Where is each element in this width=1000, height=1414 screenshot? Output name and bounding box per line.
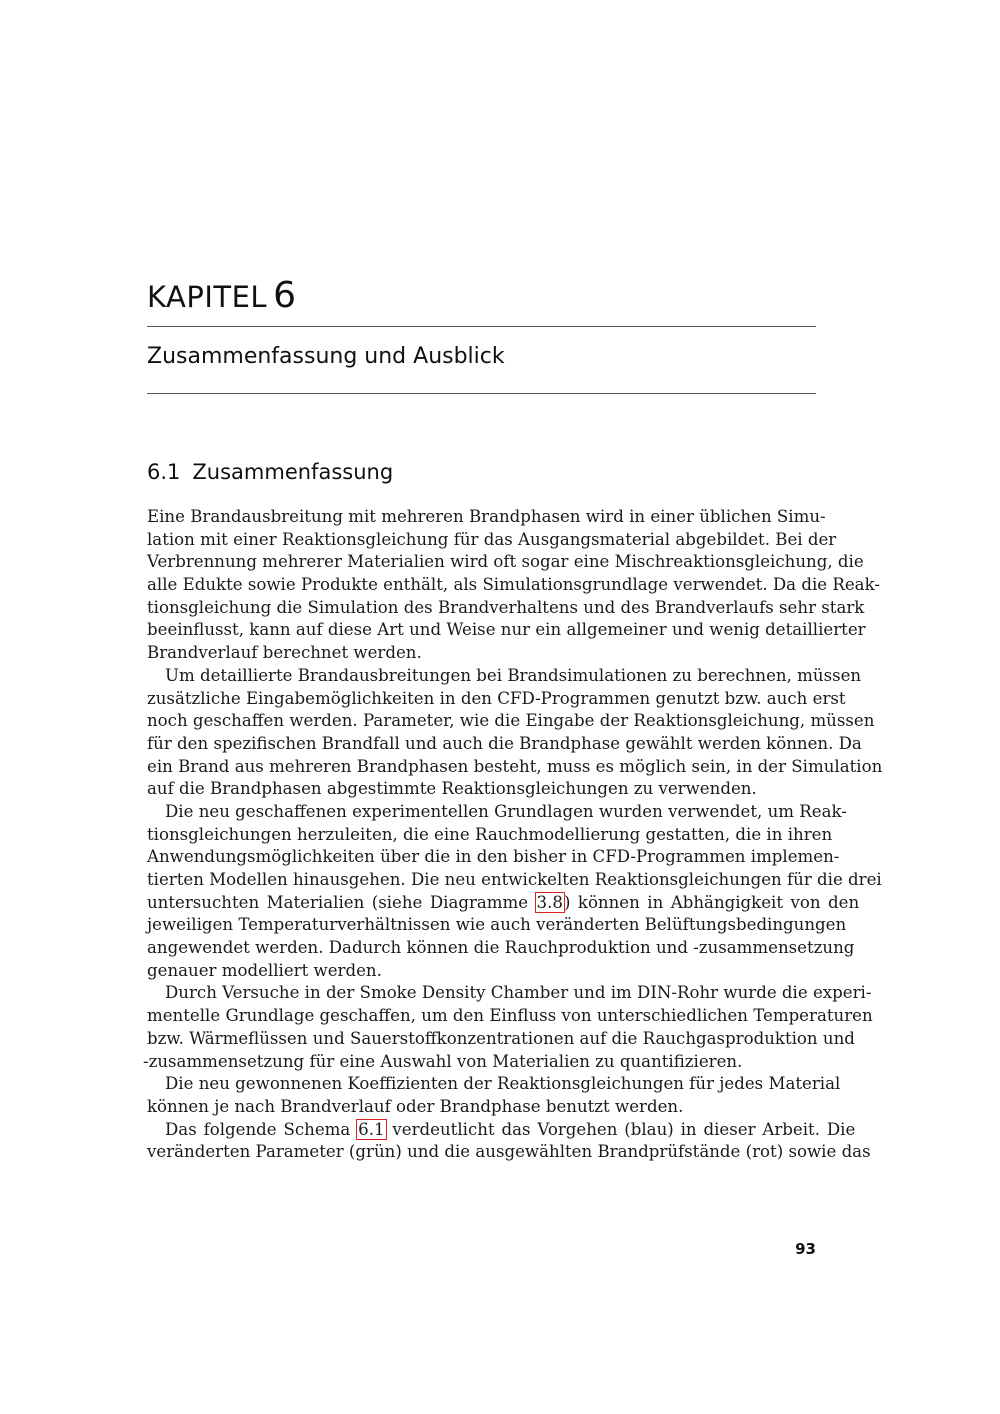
schema-reference-link[interactable]: 6.1 <box>358 1119 385 1139</box>
paragraph-line: Um detaillierte Brandausbreitungen bei Brandsimulationen zu berechnen, müssen <box>165 665 862 685</box>
chapter-rule-bottom <box>147 393 816 394</box>
paragraph-line: tionsgleichungen herzuleiten, die eine Rauchmodellierung gestatten, die in ihren <box>147 824 833 844</box>
paragraph-line: jeweiligen Temperaturverhältnissen wie auch veränderten Belüftungsbedingungen <box>147 915 847 935</box>
paragraph-line: auf die Brandphasen abgestimmte Reaktionsgleichungen zu verwenden. <box>147 779 757 799</box>
paragraph-line <box>147 892 860 915</box>
text-segment: untersuchten Materialien (siehe Diagramme <box>147 892 536 912</box>
paragraph-line: -zusammensetzung für eine Auswahl von Materialien zu quantifizieren. <box>143 1051 743 1071</box>
paragraph-line: angewendet werden. Dadurch können die Rauchproduktion und -zusammensetzung <box>147 938 855 958</box>
paragraph-line: mentelle Grundlage geschaffen, um den Einfluss von unterschiedlichen Temperaturen <box>147 1006 873 1026</box>
chapter-label: KAPITEL <box>147 280 268 314</box>
text-segment: ) können in Abhängigkeit von den <box>563 892 860 912</box>
paragraph-line: tionsgleichung die Simulation des Brandverhaltens und des Brandverlaufs sehr stark <box>147 597 865 617</box>
section-number: 6.1 <box>147 460 181 484</box>
paragraph-line: können je nach Brandverlauf oder Brandphase benutzt werden. <box>147 1096 684 1116</box>
paragraph-line: Die neu gewonnenen Koeffizienten der Reaktionsgleichungen für jedes Material <box>165 1074 841 1094</box>
paragraph-line: genauer modelliert werden. <box>147 960 382 980</box>
chapter-rule-top <box>147 326 816 327</box>
section-heading <box>147 460 393 484</box>
section-title: Zusammenfassung <box>192 460 394 484</box>
paragraph-line: tierten Modellen hinausgehen. Die neu entwickelten Reaktionsgleichungen für die drei <box>147 870 882 889</box>
paragraph-line: ein Brand aus mehreren Brandphasen besteht, muss es möglich sein, in der Simulation <box>147 756 883 776</box>
text-segment: Das folgende Schema <box>165 1119 358 1139</box>
paragraph-line: Eine Brandausbreitung mit mehreren Brandphasen wird in einer üblichen Simu- <box>147 507 826 526</box>
chapter-number: 6 <box>273 275 297 316</box>
paragraph-line: veränderten Parameter (grün) und die ausgewählten Brandprüfstände (rot) sowie das <box>147 1142 871 1162</box>
paragraph-line: beeinflusst, kann auf diese Art und Weise nur ein allgemeiner und wenig detaillierter <box>147 620 866 640</box>
paragraph-line: alle Edukte sowie Produkte enthält, als Simulationsgrundlage verwendet. Da die Reak- <box>147 575 880 595</box>
paragraph-line: Die neu geschaffenen experimentellen Grundlagen wurden verwendet, um Reak- <box>165 801 847 821</box>
paragraph-line: bzw. Wärmeflüssen und Sauerstoffkonzentrationen auf die Rauchgasproduktion und <box>147 1028 855 1048</box>
page <box>143 0 883 1414</box>
paragraph-line: für den spezifischen Brandfall und auch die Brandphase gewählt werden können. Da <box>147 733 862 753</box>
chapter-title: Zusammenfassung und Ausblick <box>147 344 505 369</box>
paragraph-line: zusätzliche Eingabemöglichkeiten in den CFD-Programmen genutzt bzw. auch erst <box>147 688 846 708</box>
paragraph-line: Verbrennung mehrerer Materialien wird oft sogar eine Mischreaktionsgleichung, die <box>147 552 864 572</box>
paragraph-line: lation mit einer Reaktionsgleichung für das Ausgangsmaterial abgebildet. Bei der <box>147 529 837 549</box>
text-segment: verdeutlicht das Vorgehen (blau) in dieser Arbeit. Die <box>385 1119 856 1139</box>
chapter-heading <box>147 275 297 316</box>
paragraph-line: Brandverlauf berechnet werden. <box>147 643 422 663</box>
paragraph-line <box>147 1119 856 1142</box>
body-text <box>143 506 883 1164</box>
page-number: 93 <box>795 1240 816 1258</box>
paragraph-line: Durch Versuche in der Smoke Density Chamber und im DIN-Rohr wurde die experi- <box>165 983 872 1003</box>
diagram-reference-link[interactable]: 3.8 <box>536 892 563 912</box>
paragraph-line: noch geschaffen werden. Parameter, wie die Eingabe der Reaktionsgleichung, müssen <box>147 711 875 731</box>
paragraph-line: Anwendungsmöglichkeiten über die in den bisher in CFD-Programmen implemen- <box>147 847 840 867</box>
